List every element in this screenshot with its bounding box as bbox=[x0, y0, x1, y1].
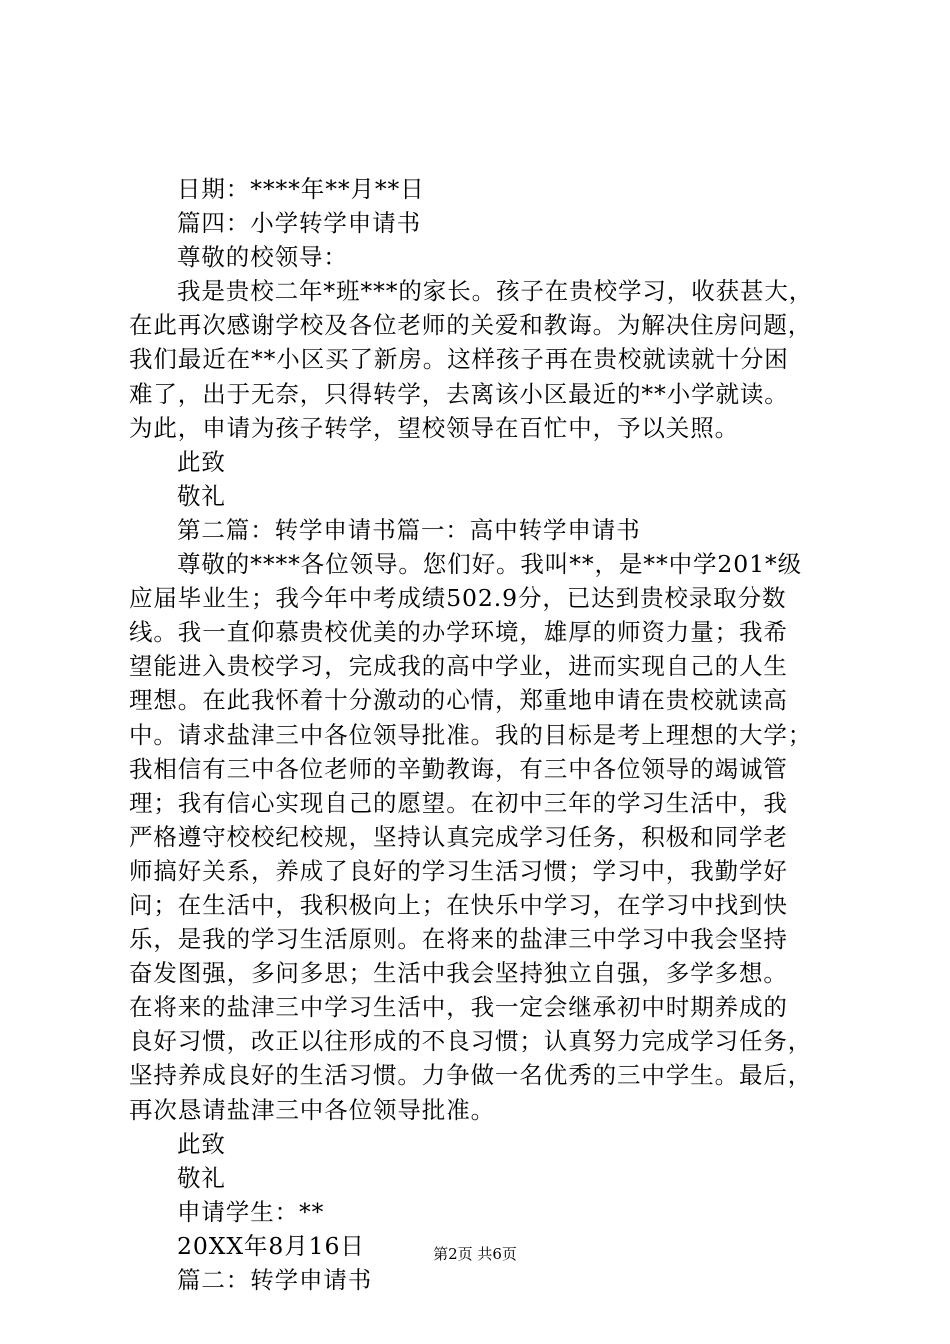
text-line: 良好习惯，改正以往形成的不良习惯；认真努力完成学习任务， bbox=[129, 1027, 813, 1056]
document-body bbox=[129, 172, 845, 1297]
text-line: 篇四：小学转学申请书 bbox=[177, 209, 421, 238]
text-line: 篇二：转学申请书 bbox=[177, 1266, 373, 1294]
text-line: 此致 bbox=[177, 1129, 226, 1158]
text-line: 线。我一直仰慕贵校优美的办学环境，雄厚的师资力量；我希 bbox=[129, 618, 788, 647]
text-line: 20XX年8月16日 bbox=[177, 1231, 365, 1260]
text-line: 尊敬的****各位领导。您们好。我叫**，是**中学201*级 bbox=[177, 550, 803, 579]
text-line: 理想。在此我怀着十分激动的心情，郑重地申请在贵校就读高 bbox=[129, 686, 788, 715]
text-line: 问；在生活中，我积极向上；在快乐中学习，在学习中找到快 bbox=[129, 890, 788, 919]
text-line: 敬礼 bbox=[177, 1163, 226, 1192]
text-line: 望能进入贵校学习，完成我的高中学业，进而实现自己的人生 bbox=[129, 652, 788, 681]
text-line: 敬礼 bbox=[177, 481, 226, 510]
text-line: 在将来的盐津三中学习生活中，我一定会继承初中时期养成的 bbox=[129, 993, 788, 1022]
text-line: 应届毕业生；我今年中考成绩502.9分，已达到贵校录取分数 bbox=[129, 584, 787, 613]
text-line: 理；我有信心实现自己的愿望。在初中三年的学习生活中，我 bbox=[129, 788, 788, 817]
text-line: 坚持养成良好的生活习惯。力争做一名优秀的三中学生。最后， bbox=[129, 1061, 813, 1090]
text-line: 我们最近在**小区买了新房。这样孩子再在贵校就读就十分困 bbox=[129, 345, 789, 374]
text-line: 中。请求盐津三中各位领导批准。我的目标是考上理想的大学； bbox=[129, 720, 813, 749]
page-footer: 第2页 共6页 bbox=[433, 1245, 517, 1263]
text-line: 乐，是我的学习生活原则。在将来的盐津三中学习中我会坚持 bbox=[129, 925, 788, 954]
text-line: 我是贵校二年*班***的家长。孩子在贵校学习，收获甚大， bbox=[177, 277, 814, 306]
text-line: 申请学生：** bbox=[177, 1197, 325, 1226]
text-line: 我相信有三中各位老师的辛勤教诲，有三中各位领导的竭诚管 bbox=[129, 754, 788, 783]
text-line: 奋发图强，多问多思；生活中我会坚持独立自强，多学多想。 bbox=[129, 959, 788, 988]
text-line: 在此再次感谢学校及各位老师的关爱和教诲。为解决住房问题， bbox=[129, 311, 813, 340]
text-line: 第二篇：转学申请书篇一：高中转学申请书 bbox=[177, 515, 641, 544]
text-line: 严格遵守校校纪校规，坚持认真完成学习任务，积极和同学老 bbox=[129, 822, 788, 851]
text-line: 再次恳请盐津三中各位领导批准。 bbox=[129, 1095, 495, 1124]
text-line: 此致 bbox=[177, 447, 226, 476]
text-line: 日期：****年**月**日 bbox=[177, 175, 425, 203]
text-line: 师搞好关系，养成了良好的学习生活习惯；学习中，我勤学好 bbox=[129, 856, 788, 885]
text-line: 难了，出于无奈，只得转学，去离该小区最近的**小学就读。 bbox=[129, 379, 789, 408]
text-line: 为此，申请为孩子转学，望校领导在百忙中，予以关照。 bbox=[129, 413, 739, 442]
text-line: 尊敬的校领导： bbox=[177, 243, 348, 272]
